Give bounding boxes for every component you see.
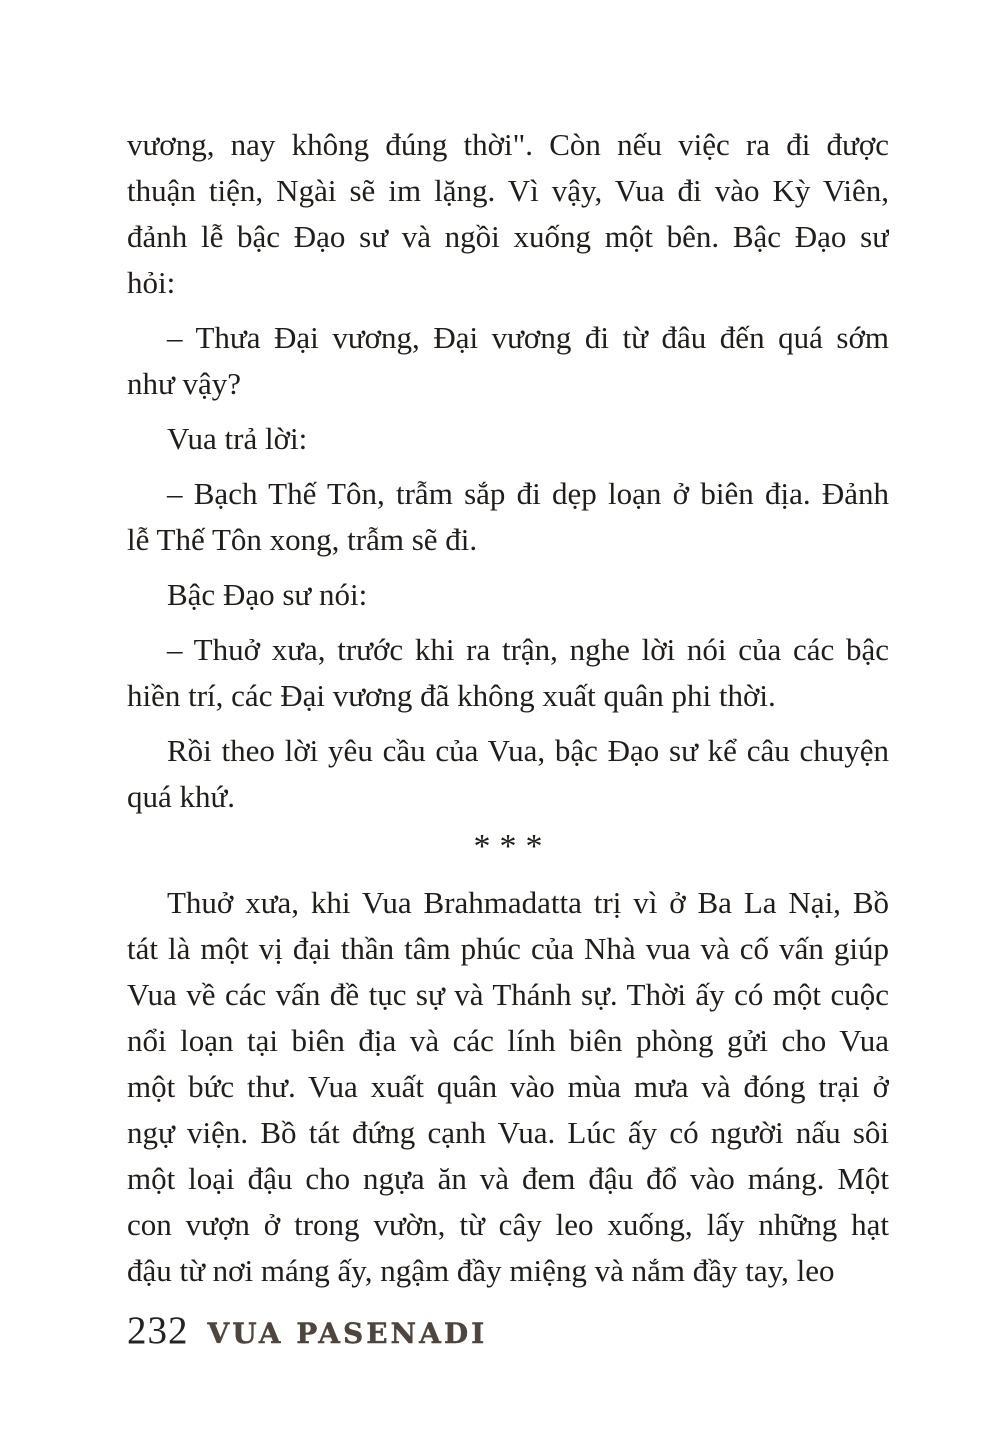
text-line: quá khứ. [127,779,236,814]
text-line: một bức thư. Vua xuất quân vào mùa mưa và đóng trại ở [127,1069,889,1104]
text-line: hiền trí, các Đại vương đã không xuất quân phi thời. [127,678,776,713]
text-line: Bậc Đạo sư nói: [167,577,368,612]
text-line: vương, nay không đúng thời". Còn nếu việc ra đi được [127,127,889,162]
book-title: VUA PASENADI [207,1317,488,1350]
text-line: thuận tiện, Ngài sẽ im lặng. Vì vậy, Vua đi vào Kỳ Viên, [127,173,889,208]
text-line: Vua về các vấn đề tục sự và Thánh sự. Thời ấy có một cuộc [127,977,889,1012]
text-line: con vượn ở trong vườn, từ cây leo xuống, lấy những hạt [127,1207,889,1242]
text-line: tát là một vị đại thần tâm phúc của Nhà vua và cố vấn giúp [127,931,889,966]
text-line: Rồi theo lời yêu cầu của Vua, bậc Đạo sư kể câu chuyện [167,733,889,768]
text-line: như vậy? [127,366,242,401]
page-footer [127,1308,487,1353]
paragraph [127,627,889,719]
text-line: ngự viện. Bồ tát đứng cạnh Vua. Lúc ấy có người nấu sôi [127,1115,889,1150]
text-line: lễ Thế Tôn xong, trẫm sẽ đi. [127,522,478,557]
text-line: – Bạch Thế Tôn, trẫm sắp đi dẹp loạn ở biên địa. Đảnh [167,476,889,511]
text-line: đảnh lễ bậc Đạo sư và ngồi xuống một bên. Bậc Đạo sư [127,219,889,254]
paragraph [127,416,889,462]
text-line: – Thưa Đại vương, Đại vương đi từ đâu đến quá sớm [167,320,889,355]
paragraph [127,728,889,820]
text-line: đậu từ nơi máng ấy, ngậm đầy miệng và nắm đầy tay, leo [127,1253,835,1288]
page-number: 232 [127,1309,189,1352]
text-line: hỏi: [127,265,176,300]
text-line: Vua trả lời: [167,421,308,456]
text-line: Thuở xưa, khi Vua Brahmadatta trị vì ở Ba La Nại, Bồ [167,885,889,920]
paragraph [127,471,889,563]
text-block [127,122,889,1294]
text-line: – Thuở xưa, trước khi ra trận, nghe lời nói của các bậc [167,632,889,667]
paragraph [127,880,889,1294]
text-line: một loại đậu cho ngựa ăn và đem đậu đổ vào máng. Một [127,1161,889,1196]
section-separator: *** [473,828,552,865]
paragraph [127,122,889,306]
paragraph [127,315,889,407]
text-line: nổi loạn tại biên địa và các lính biên phòng gửi cho Vua [127,1023,889,1058]
paragraph [127,572,889,618]
